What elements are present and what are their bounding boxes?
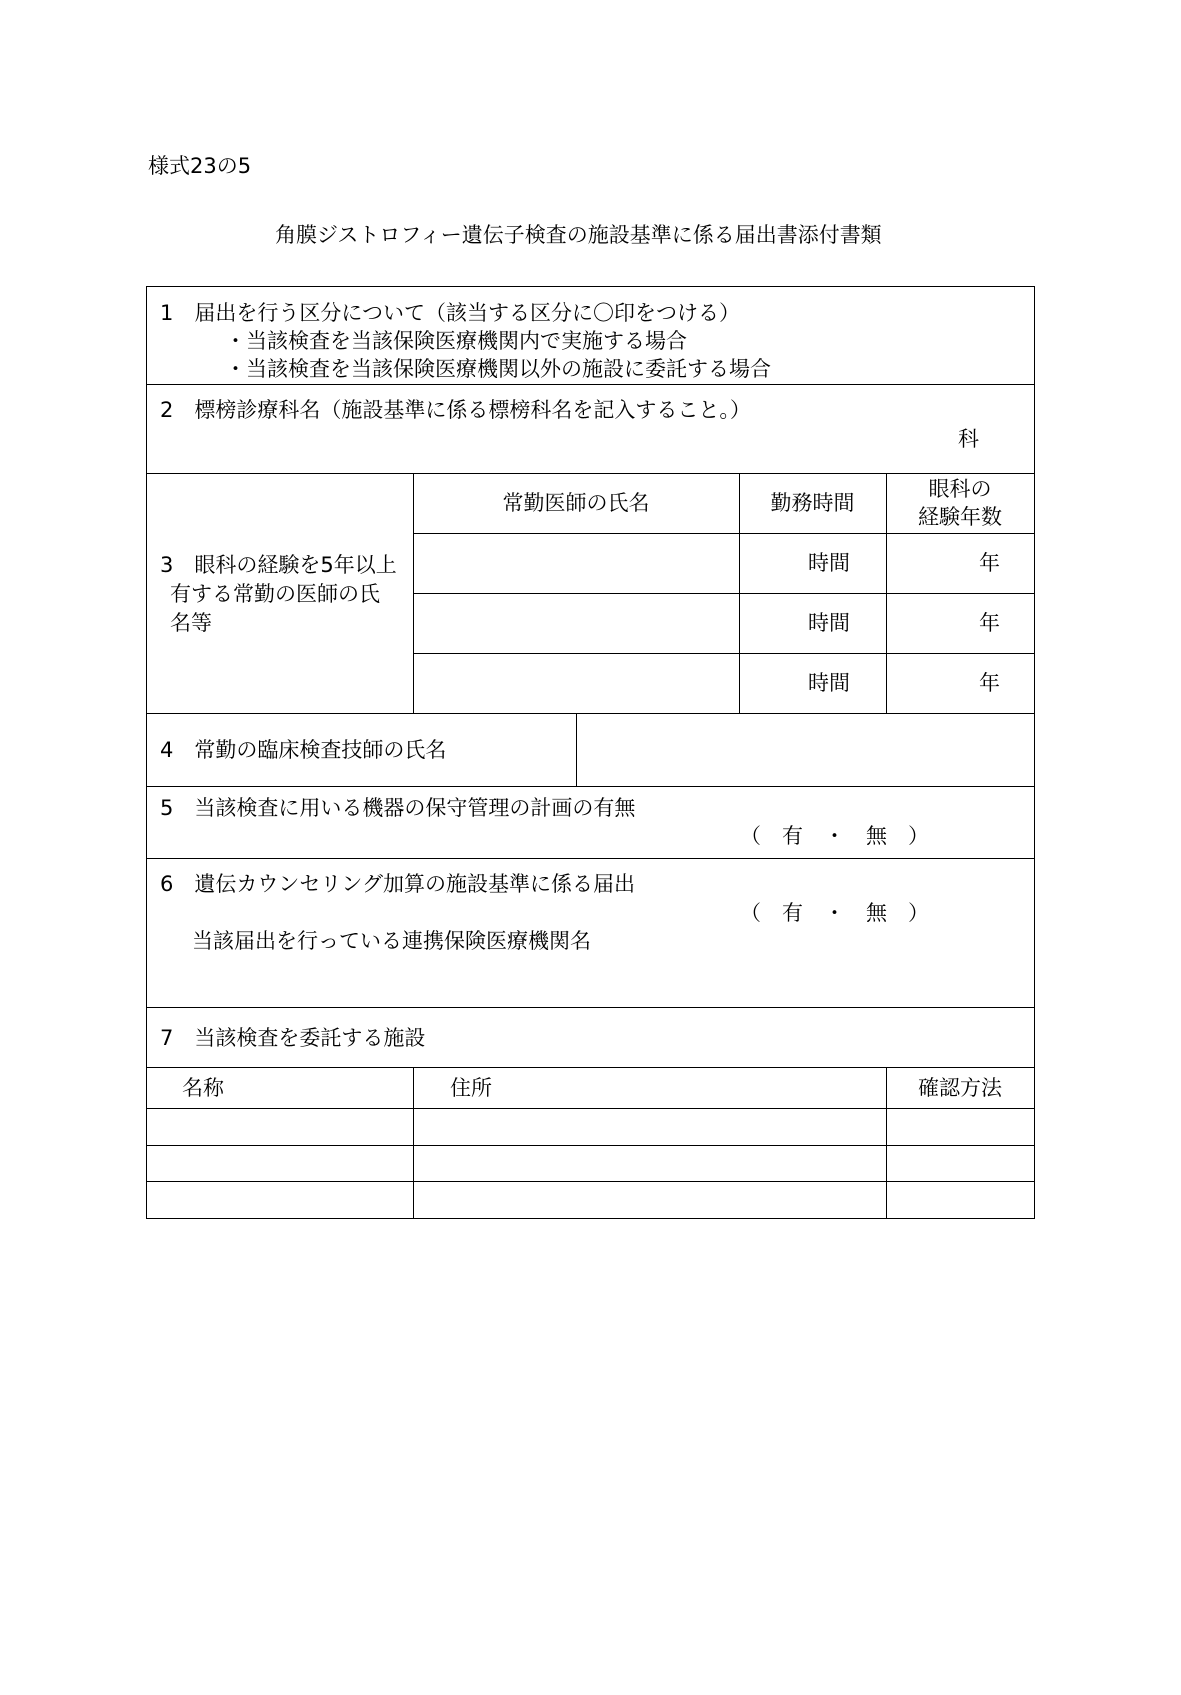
section1-option-outsourced[interactable]: ・当該検査を当該保険医療機関以外の施設に委託する場合	[225, 357, 771, 381]
facility-name-input[interactable]	[147, 1182, 413, 1218]
facility-name-input[interactable]	[147, 1146, 413, 1181]
years-unit: 年	[979, 611, 1000, 635]
section6-partner-label: 当該届出を行っている連携保険医療機関名	[192, 929, 591, 953]
section2-suffix: 科	[958, 427, 979, 451]
form-number: 様式23の5	[148, 154, 252, 178]
col-header-doctor-name: 常勤医師の氏名	[502, 491, 650, 515]
years-unit: 年	[979, 671, 1000, 695]
verification-method-input[interactable]	[887, 1182, 1034, 1218]
experience-years-input[interactable]	[887, 654, 1034, 713]
doctor-name-input[interactable]	[414, 654, 739, 713]
col-header-experience-line2: 経験年数	[918, 505, 1002, 529]
section3-label-line: 3 眼科の経験を5年以上	[160, 553, 397, 577]
hours-unit: 時間	[808, 671, 850, 695]
section3-label-line: 名等	[170, 611, 212, 635]
facility-address-input[interactable]	[414, 1182, 886, 1218]
col-header-experience-line1: 眼科の	[928, 477, 992, 501]
section2-department-input[interactable]	[600, 420, 940, 456]
facility-name-input[interactable]	[147, 1109, 413, 1145]
section1-heading: 1 届出を行う区分について（該当する区分に〇印をつける）	[160, 301, 740, 325]
section5-heading: 5 当該検査に用いる機器の保守管理の計画の有無	[160, 796, 636, 820]
hours-unit: 時間	[808, 611, 850, 635]
col-header-work-hours: 勤務時間	[770, 491, 855, 515]
section2-heading: 2 標榜診療科名（施設基準に係る標榜科名を記入すること。）	[160, 398, 751, 422]
experience-years-input[interactable]	[887, 594, 1034, 653]
section3-label-line: 有する常勤の医師の氏	[170, 582, 380, 606]
section5-yes-no-choice[interactable]: （ 有 ・ 無 ）	[740, 824, 929, 848]
facility-address-input[interactable]	[414, 1109, 886, 1145]
page-title: 角膜ジストロフィー遺伝子検査の施設基準に係る届出書添付書類	[275, 223, 882, 247]
years-unit: 年	[979, 551, 1000, 575]
col-header-verification-method: 確認方法	[918, 1076, 1002, 1100]
experience-years-input[interactable]	[887, 534, 1034, 593]
section4-heading: 4 常勤の臨床検査技師の氏名	[160, 738, 447, 762]
section6-heading: 6 遺伝カウンセリング加算の施設基準に係る届出	[160, 872, 635, 896]
col-header-address: 住所	[450, 1076, 492, 1100]
col-header-facility-name: 名称	[182, 1076, 224, 1100]
facility-address-input[interactable]	[414, 1146, 886, 1181]
verification-method-input[interactable]	[887, 1146, 1034, 1181]
doctor-name-input[interactable]	[414, 534, 739, 593]
section6-yes-no-choice[interactable]: （ 有 ・ 無 ）	[740, 901, 929, 925]
partner-institution-input[interactable]	[192, 958, 1012, 998]
hours-unit: 時間	[808, 551, 850, 575]
section1-option-in-house[interactable]: ・当該検査を当該保険医療機関内で実施する場合	[225, 329, 687, 353]
verification-method-input[interactable]	[887, 1109, 1034, 1145]
doctor-name-input[interactable]	[414, 594, 739, 653]
lab-technician-name-input[interactable]	[577, 714, 1034, 786]
section7-heading: 7 当該検査を委託する施設	[160, 1026, 426, 1050]
